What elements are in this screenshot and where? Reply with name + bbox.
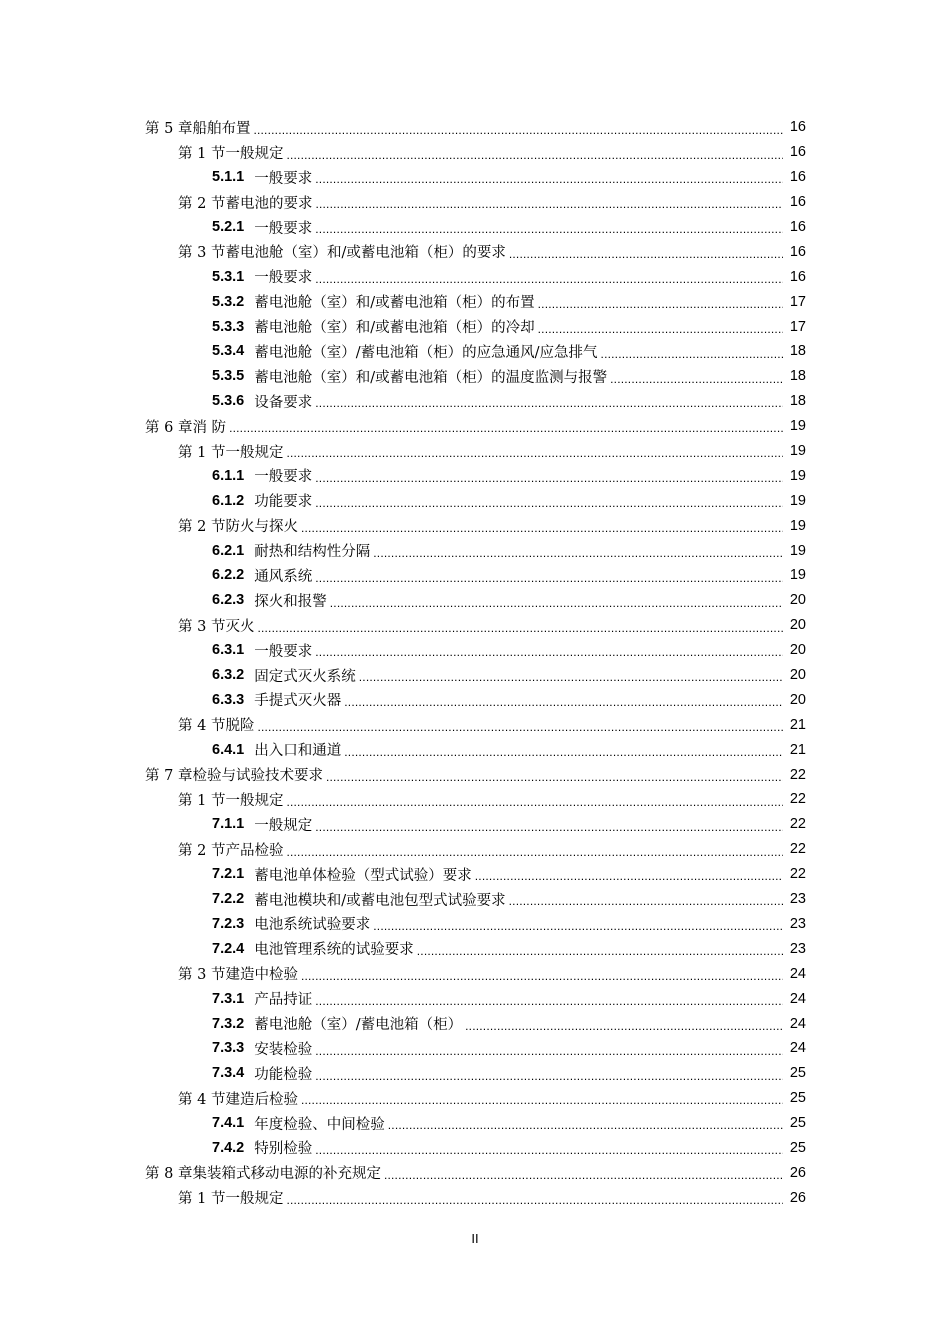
toc-page-number: 24: [789, 1015, 806, 1032]
toc-subsection[interactable]: [0, 215, 950, 240]
toc-page-number: 16: [789, 268, 806, 285]
toc-page-number: 19: [789, 492, 806, 509]
dot-leader: [373, 917, 783, 932]
dot-leader: [315, 568, 783, 583]
toc-prefix: 第 5 章: [145, 120, 193, 137]
toc-page-number: 26: [789, 1189, 806, 1206]
toc-page-number: 19: [789, 418, 806, 435]
dot-leader: [326, 767, 783, 782]
toc-subsection[interactable]: [0, 538, 950, 563]
toc-section[interactable]: [0, 961, 950, 986]
toc-title: 建造后检验: [225, 1091, 298, 1108]
dot-leader: [253, 120, 783, 135]
toc-page-number: 19: [789, 467, 806, 484]
dot-leader: [344, 742, 783, 757]
dot-leader: [417, 942, 783, 957]
toc-number: 7.2.1: [212, 866, 245, 883]
toc-prefix: 第 3 节: [178, 967, 226, 984]
toc-page-number: 22: [789, 866, 806, 883]
toc-number: 5.3.1: [212, 268, 245, 285]
toc-page-number: 23: [789, 940, 806, 957]
toc-number: 6.1.1: [212, 467, 245, 484]
toc-subsection[interactable]: [0, 1036, 950, 1061]
toc-title: 一般要求: [254, 469, 313, 486]
toc-number: 7.2.4: [212, 940, 245, 957]
dot-leader: [301, 518, 783, 533]
toc-title: 脱险: [225, 718, 255, 735]
toc-subsection[interactable]: [0, 812, 950, 837]
toc-prefix: 第 2 节: [178, 519, 226, 536]
toc-page-number: 16: [789, 144, 806, 161]
toc-section[interactable]: [0, 712, 950, 737]
toc-title: 检验与试验技术要求: [192, 768, 323, 785]
dot-leader: [509, 245, 783, 260]
toc-chapter[interactable]: [0, 1160, 950, 1185]
toc-subsection[interactable]: [0, 912, 950, 937]
toc-page-number: 18: [789, 393, 806, 410]
toc-subsection[interactable]: [0, 165, 950, 190]
toc-title: 通风系统: [254, 568, 313, 585]
toc-number: 7.1.1: [212, 816, 245, 833]
toc-number: 7.3.4: [212, 1065, 245, 1082]
toc-title: 出入口和通道: [254, 743, 342, 760]
dot-leader: [330, 593, 783, 608]
toc-page-number: 19: [789, 542, 806, 559]
toc-prefix: 第 2 节: [178, 842, 226, 859]
toc-number: 6.1.2: [212, 492, 245, 509]
dot-leader: [315, 643, 783, 658]
toc-prefix: 第 7 章: [145, 768, 193, 785]
toc-number: 5.1.1: [212, 169, 245, 186]
dot-leader: [301, 966, 783, 981]
toc-title: 探火和报警: [254, 593, 327, 610]
dot-leader: [465, 1016, 783, 1031]
toc-page-number: 21: [789, 716, 806, 733]
toc-subsection[interactable]: [0, 1061, 950, 1086]
dot-leader: [315, 220, 783, 235]
toc-title: 一般规定: [225, 792, 284, 809]
toc-title: 蓄电池舱（室）和/或蓄电池箱（柜）的温度监测与报警: [254, 369, 608, 386]
toc-page-number: 16: [789, 219, 806, 235]
dot-leader: [257, 718, 783, 733]
toc-subsection[interactable]: [0, 986, 950, 1011]
dot-leader: [475, 867, 783, 882]
dot-leader: [610, 369, 783, 384]
toc-title: 产品持证: [254, 992, 313, 1009]
dot-leader: [315, 170, 783, 185]
dot-leader: [315, 469, 783, 484]
toc-prefix: 第 6 章: [145, 419, 193, 436]
toc-page-number: 20: [789, 592, 806, 609]
toc-subsection[interactable]: [0, 314, 950, 339]
toc-number: 6.2.3: [212, 592, 245, 609]
toc-subsection[interactable]: [0, 638, 950, 663]
toc-title: 特别检验: [254, 1141, 313, 1158]
toc-number: 5.3.5: [212, 368, 245, 385]
toc-page-number: 20: [789, 617, 806, 634]
toc-number: 7.2.2: [212, 891, 245, 908]
toc-page-number: 22: [789, 766, 806, 783]
toc-subsection[interactable]: [0, 563, 950, 588]
toc-title: 蓄电池舱（室）和/或蓄电池箱（柜）的冷却: [254, 320, 535, 337]
toc-page-number: 25: [789, 1090, 806, 1107]
toc-page-number: 24: [789, 965, 806, 982]
toc-title: 一般要求: [254, 170, 313, 187]
toc-page-number: 16: [789, 119, 806, 136]
toc-prefix: 第 8 章: [145, 1166, 193, 1183]
toc-number: 6.2.1: [212, 542, 245, 559]
dot-leader: [286, 792, 783, 807]
toc-prefix: 第 4 节: [178, 718, 226, 735]
toc-chapter[interactable]: [0, 762, 950, 787]
toc-title: 功能检验: [254, 1066, 313, 1083]
toc-section[interactable]: [0, 439, 950, 464]
dot-leader: [315, 1141, 783, 1156]
toc-subsection[interactable]: [0, 463, 950, 488]
toc-title: 蓄电池单体检验（型式试验）要求: [254, 867, 472, 884]
toc-title: 一般规定: [225, 1191, 284, 1208]
dot-leader: [315, 195, 783, 210]
toc-title: 集装箱式移动电源的补充规定: [192, 1166, 381, 1183]
toc-page-number: 16: [789, 169, 806, 186]
toc-number: 5.3.2: [212, 293, 245, 310]
toc-section[interactable]: [0, 239, 950, 264]
toc-title: 电池管理系统的试验要求: [254, 942, 414, 959]
toc-prefix: 第 1 节: [178, 792, 226, 809]
toc-subsection[interactable]: [0, 488, 950, 513]
toc-page-number: 18: [789, 343, 806, 360]
toc-page-number: 23: [789, 891, 806, 908]
toc-page-number: 24: [789, 990, 806, 1007]
toc-prefix: 第 3 节: [178, 245, 226, 262]
toc-title: 一般规定: [225, 444, 284, 461]
toc-subsection[interactable]: [0, 1136, 950, 1161]
toc-section[interactable]: [0, 1086, 950, 1111]
table-of-contents: [0, 115, 950, 1210]
toc-title: 电池系统试验要求: [254, 917, 371, 934]
toc-page-number: 25: [789, 1115, 806, 1132]
dot-leader: [315, 991, 783, 1006]
toc-subsection[interactable]: [0, 887, 950, 912]
toc-number: 6.4.1: [212, 741, 245, 758]
toc-subsection[interactable]: [0, 862, 950, 887]
toc-subsection[interactable]: [0, 264, 950, 289]
dot-leader: [286, 145, 783, 160]
toc-prefix: 第 2 节: [178, 195, 226, 212]
toc-prefix: 第 1 节: [178, 145, 226, 162]
toc-section[interactable]: [0, 787, 950, 812]
toc-number: 6.3.3: [212, 691, 245, 708]
toc-number: 6.2.2: [212, 567, 245, 584]
dot-leader: [538, 294, 783, 309]
toc-page-number: 17: [789, 318, 806, 335]
dot-leader: [286, 842, 783, 857]
toc-page-number: 25: [789, 1139, 806, 1156]
toc-title: 产品检验: [225, 842, 284, 859]
toc-page-number: 22: [789, 816, 806, 833]
toc-title: 蓄电池模块和/或蓄电池包型式试验要求: [254, 892, 506, 909]
toc-page-number: 18: [789, 368, 806, 385]
toc-title: 功能要求: [254, 494, 313, 511]
toc-title: 船舶布置: [192, 120, 251, 137]
dot-leader: [601, 344, 783, 359]
toc-subsection[interactable]: [0, 737, 950, 762]
toc-page-number: 20: [789, 691, 806, 708]
toc-subsection[interactable]: [0, 389, 950, 414]
dot-leader: [315, 1066, 783, 1081]
toc-subsection[interactable]: [0, 1111, 950, 1136]
page-footer-number: II: [471, 1231, 479, 1246]
toc-title: 蓄电池舱（室）/蓄电池箱（柜）: [254, 1017, 463, 1033]
dot-leader: [509, 892, 783, 907]
dot-leader: [384, 1166, 783, 1181]
toc-section[interactable]: [0, 837, 950, 862]
toc-page-number: 17: [789, 293, 806, 310]
toc-page-number: 25: [789, 1065, 806, 1082]
toc-title: 一般规定: [254, 817, 313, 834]
toc-title: 灭火: [225, 618, 255, 635]
toc-chapter[interactable]: [0, 115, 950, 140]
toc-number: 7.2.3: [212, 915, 245, 932]
toc-title: 年度检验、中间检验: [254, 1116, 385, 1133]
toc-title: 蓄电池舱（室）/蓄电池箱（柜）的应急通风/应急排气: [254, 344, 598, 361]
dot-leader: [538, 319, 783, 334]
toc-prefix: 第 4 节: [178, 1091, 226, 1108]
toc-subsection[interactable]: [0, 687, 950, 712]
toc-page-number: 21: [789, 741, 806, 758]
dot-leader: [257, 618, 783, 633]
dot-leader: [359, 668, 783, 683]
toc-prefix: 第 1 节: [178, 444, 226, 461]
toc-prefix: 第 3 节: [178, 618, 226, 635]
toc-number: 6.3.2: [212, 667, 245, 684]
toc-number: 5.3.6: [212, 393, 245, 410]
toc-title: 建造中检验: [225, 967, 298, 984]
toc-title: 蓄电池舱（室）和/或蓄电池箱（柜）的布置: [254, 295, 535, 312]
dot-leader: [388, 1116, 783, 1131]
dot-leader: [344, 693, 783, 708]
toc-page-number: 24: [789, 1040, 806, 1057]
toc-subsection[interactable]: [0, 936, 950, 961]
toc-title: 安装检验: [254, 1041, 313, 1058]
toc-page-number: 20: [789, 642, 806, 659]
toc-subsection[interactable]: [0, 663, 950, 688]
dot-leader: [315, 394, 783, 409]
dot-leader: [373, 543, 783, 558]
toc-title: 防火与探火: [225, 519, 298, 536]
toc-title: 设备要求: [254, 394, 313, 411]
dot-leader: [315, 270, 783, 285]
toc-number: 5.2.1: [212, 219, 245, 235]
toc-title: 消 防: [192, 419, 227, 436]
toc-title: 耐热和结构性分隔: [254, 544, 371, 561]
toc-subsection[interactable]: [0, 1011, 950, 1036]
toc-title: 手提式灭火器: [254, 693, 342, 710]
toc-title: 蓄电池的要求: [225, 195, 313, 212]
toc-page-number: 22: [789, 841, 806, 858]
dot-leader: [315, 817, 783, 832]
toc-subsection[interactable]: [0, 364, 950, 389]
toc-number: 7.4.2: [212, 1139, 245, 1156]
toc-section[interactable]: [0, 613, 950, 638]
toc-number: 5.3.4: [212, 343, 245, 360]
toc-section[interactable]: [0, 140, 950, 165]
toc-page-number: 26: [789, 1164, 806, 1181]
dot-leader: [229, 419, 783, 434]
dot-leader: [286, 1190, 783, 1205]
toc-number: 7.3.2: [212, 1015, 245, 1032]
toc-subsection[interactable]: [0, 588, 950, 613]
toc-number: 5.3.3: [212, 318, 245, 335]
toc-title: 一般规定: [225, 145, 284, 162]
toc-page-number: 19: [789, 517, 806, 534]
toc-number: 7.3.1: [212, 990, 245, 1007]
toc-number: 7.3.3: [212, 1040, 245, 1057]
toc-page-number: 19: [789, 567, 806, 584]
toc-page-number: 22: [789, 791, 806, 808]
toc-number: 6.3.1: [212, 642, 245, 659]
toc-page-number: 16: [789, 243, 806, 260]
toc-chapter[interactable]: [0, 414, 950, 439]
dot-leader: [315, 494, 783, 509]
toc-title: 固定式灭火系统: [254, 668, 356, 685]
toc-number: 7.4.1: [212, 1115, 245, 1132]
toc-title: 一般要求: [254, 220, 313, 237]
dot-leader: [301, 1091, 783, 1106]
toc-subsection[interactable]: [0, 339, 950, 364]
dot-leader: [315, 1041, 783, 1056]
toc-title: 一般要求: [254, 643, 313, 660]
toc-title: 一般要求: [254, 270, 313, 287]
toc-page-number: 20: [789, 667, 806, 684]
toc-section[interactable]: [0, 1185, 950, 1210]
toc-prefix: 第 1 节: [178, 1191, 226, 1208]
dot-leader: [286, 444, 783, 459]
toc-page-number: 19: [789, 443, 806, 460]
toc-title: 蓄电池舱（室）和/或蓄电池箱（柜）的要求: [225, 245, 506, 262]
toc-page-number: 16: [789, 194, 806, 211]
toc-page-number: 23: [789, 915, 806, 932]
toc-section[interactable]: [0, 513, 950, 538]
toc-subsection[interactable]: [0, 289, 950, 314]
toc-section[interactable]: [0, 190, 950, 215]
